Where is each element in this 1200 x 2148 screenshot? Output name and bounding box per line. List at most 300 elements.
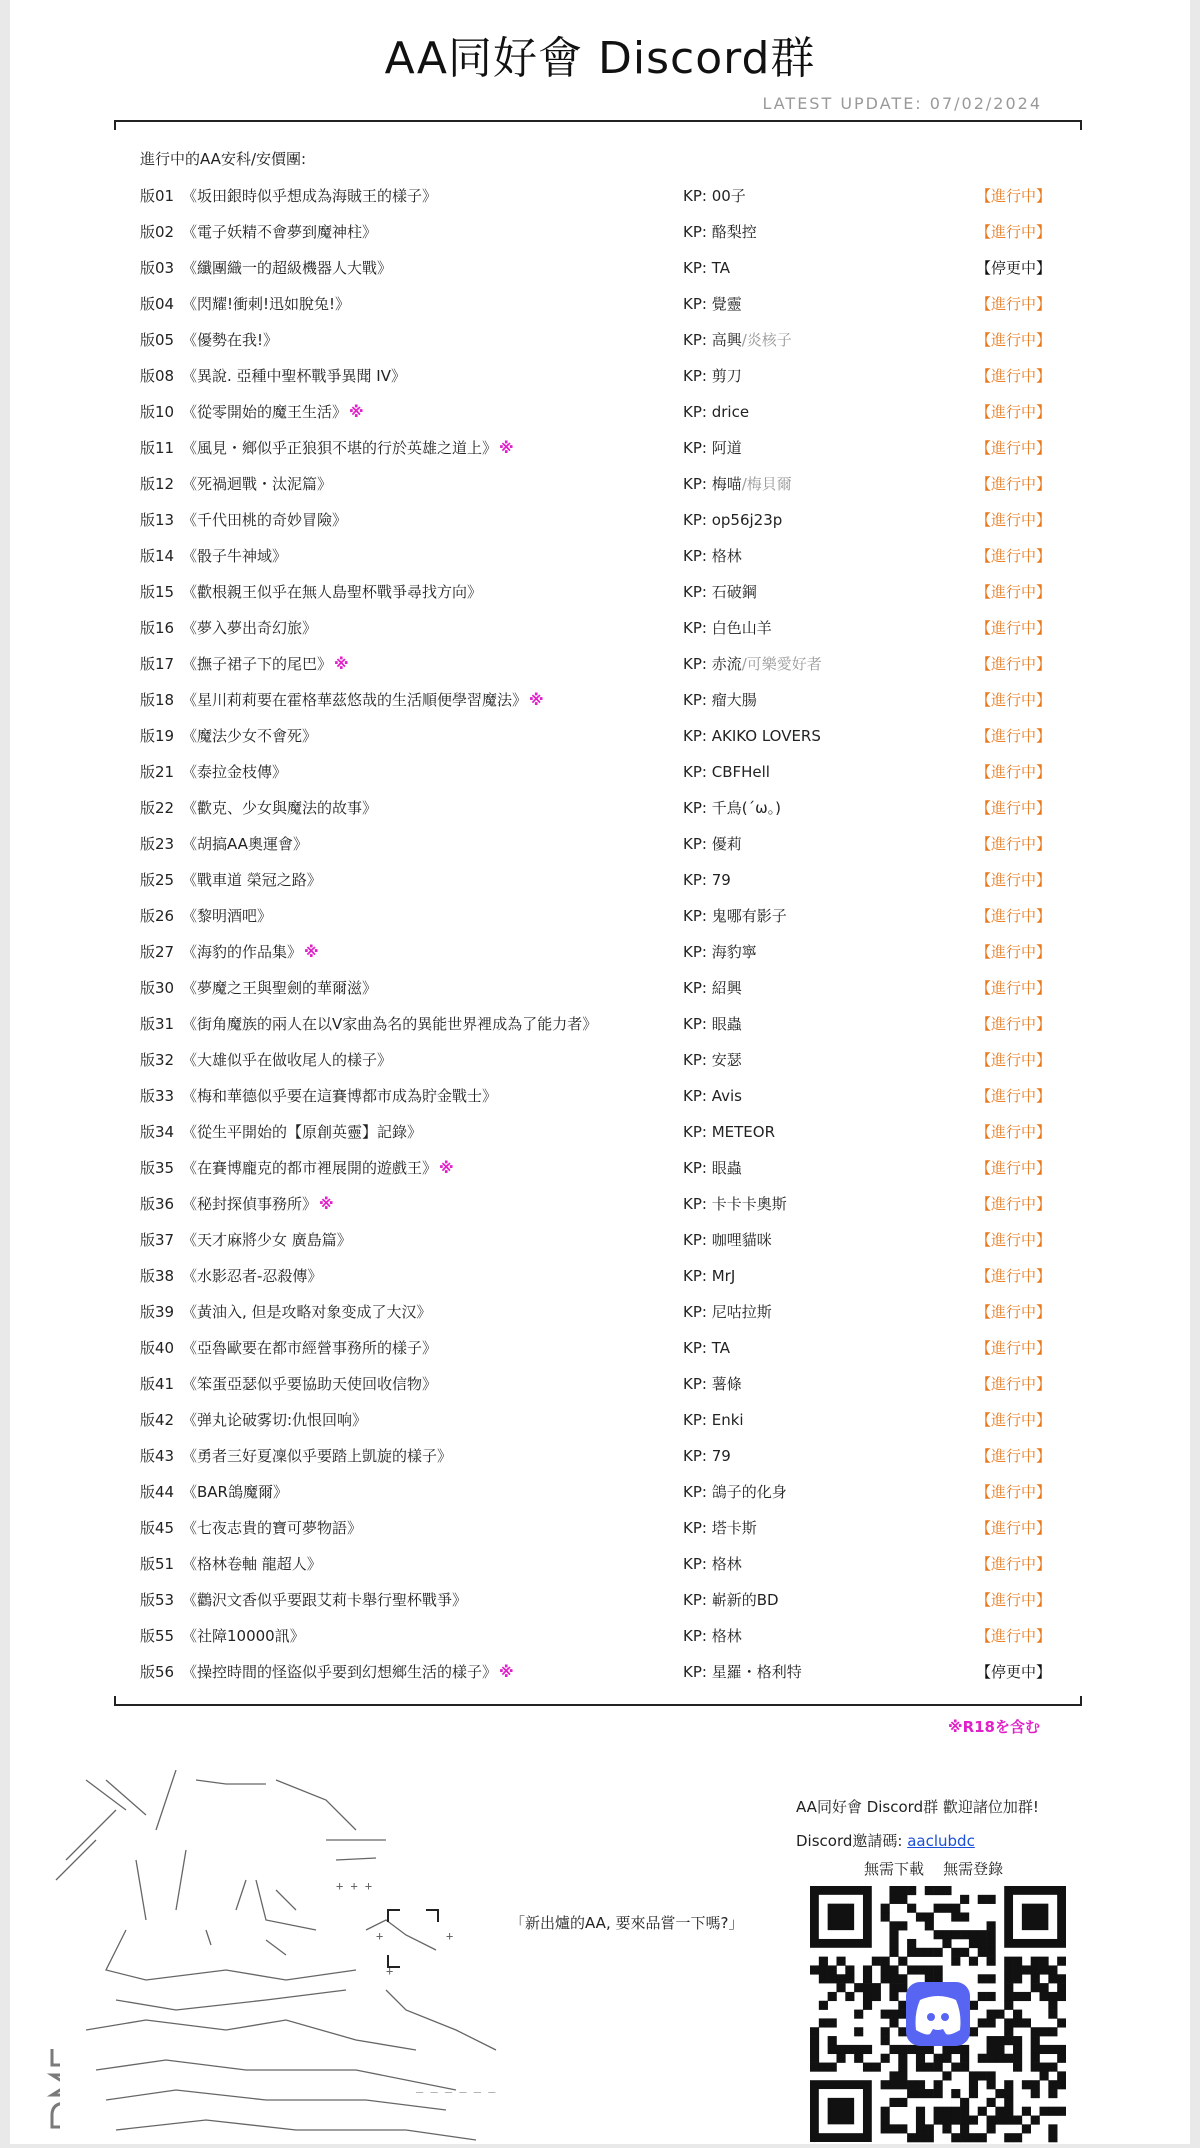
- entry-version: 版03: [140, 259, 175, 277]
- entry-title[interactable]: [182, 394, 364, 430]
- entry-title[interactable]: [182, 1330, 437, 1366]
- entry-list: [140, 178, 1060, 1690]
- list-item[interactable]: [140, 1582, 1060, 1618]
- entry-version: 版42: [140, 1411, 175, 1429]
- entry-title[interactable]: [182, 898, 272, 934]
- entry-kp: [683, 1366, 742, 1402]
- entry-version: 版08: [140, 367, 175, 385]
- kp-prefix: KP:: [683, 1051, 707, 1069]
- entry-version: 版11: [140, 439, 175, 457]
- kp-name: 星羅・格利特: [711, 1663, 802, 1681]
- kp-prefix: KP:: [683, 1267, 707, 1285]
- entry-title[interactable]: [182, 1258, 322, 1294]
- kp-name: 塔卡斯: [711, 1519, 757, 1537]
- entry-title-text: 《亞魯歐要在都市經營事務所的樣子》: [182, 1339, 438, 1357]
- kp-prefix: KP:: [683, 1195, 707, 1213]
- status-badge: 【進行中】: [976, 547, 1052, 565]
- kp-name: 格林: [711, 547, 742, 565]
- entry-title-text: 《歡克、少女與魔法的故事》: [182, 799, 378, 817]
- kp-name: 白色山羊: [711, 619, 772, 637]
- kp-name: 鬼哪有影子: [711, 907, 787, 925]
- entry-title-text: 《黎明酒吧》: [182, 907, 273, 925]
- entry-version: 版26: [140, 907, 175, 925]
- entry-version: 版23: [140, 835, 175, 853]
- kp-prefix: KP:: [683, 1375, 707, 1393]
- kp-name: METEOR: [711, 1123, 776, 1141]
- list-item[interactable]: [140, 394, 1060, 430]
- entry-title-text: 《泰拉金枝傳》: [182, 763, 288, 781]
- list-item[interactable]: [140, 718, 1060, 754]
- entry-title[interactable]: [182, 934, 319, 970]
- entry-title-text: 《坂田銀時似乎想成為海賊王的樣子》: [182, 187, 438, 205]
- entry-version: 版51: [140, 1555, 175, 1573]
- list-item[interactable]: [140, 970, 1060, 1006]
- entry-kp: [683, 1042, 742, 1078]
- kp-name: 00子: [711, 187, 746, 205]
- svg-text:+: +: [386, 1964, 394, 1978]
- entry-title[interactable]: [182, 1582, 467, 1618]
- kp-prefix: KP:: [683, 1627, 707, 1645]
- status-badge: 【進行中】: [976, 367, 1052, 385]
- entry-title[interactable]: [182, 646, 349, 682]
- entry-title-text: 《胡搞AA奧運會》: [182, 835, 308, 853]
- list-item[interactable]: [140, 178, 1060, 214]
- list-item[interactable]: [140, 1114, 1060, 1150]
- entry-kp: [683, 574, 757, 610]
- entry-version: 版30: [140, 979, 175, 997]
- kp-name: 79: [711, 1447, 731, 1465]
- entry-title[interactable]: [182, 826, 308, 862]
- status-badge: 【進行中】: [976, 871, 1052, 889]
- list-item[interactable]: [140, 1186, 1060, 1222]
- list-item[interactable]: [140, 1150, 1060, 1186]
- entry-version: 版31: [140, 1015, 175, 1033]
- entry-kp: [683, 286, 742, 322]
- list-item[interactable]: [140, 682, 1060, 718]
- entry-title-text: 《BAR鴿魔爾》: [182, 1483, 288, 1501]
- list-item[interactable]: [140, 1366, 1060, 1402]
- entry-kp: [683, 466, 792, 502]
- entry-title-text: 《街角魔族的兩人在以V家曲為名的異能世界裡成為了能力者》: [182, 1015, 598, 1033]
- list-item[interactable]: [140, 250, 1060, 286]
- list-item[interactable]: [140, 430, 1060, 466]
- entry-title[interactable]: [182, 790, 377, 826]
- entry-title[interactable]: [182, 214, 377, 250]
- entry-title-text: 《從零開始的魔王生活》: [182, 403, 348, 421]
- entry-version: 版33: [140, 1087, 175, 1105]
- kp-prefix: KP:: [683, 1519, 707, 1537]
- entry-title[interactable]: [182, 970, 377, 1006]
- kp-name: 千鳥(´ω。): [711, 799, 781, 817]
- entry-title-text: 《笨蛋亞瑟似乎要協助天使回收信物》: [182, 1375, 438, 1393]
- list-item[interactable]: [140, 574, 1060, 610]
- entry-title-text: 《異說. 亞種中聖杯戰爭異聞 IV》: [182, 367, 406, 385]
- list-item[interactable]: [140, 754, 1060, 790]
- list-item[interactable]: [140, 1294, 1060, 1330]
- entry-title[interactable]: [182, 178, 437, 214]
- list-item[interactable]: [140, 502, 1060, 538]
- kp-prefix: KP:: [683, 943, 707, 961]
- kp-name: 阿道: [711, 439, 742, 457]
- kp-prefix: KP:: [683, 979, 707, 997]
- kp-name: 嶄新的BD: [711, 1591, 779, 1609]
- entry-title-text: 《骰子牛神域》: [182, 547, 288, 565]
- entry-kp: [683, 1150, 742, 1186]
- entry-title[interactable]: [182, 1114, 422, 1150]
- entry-version: 版21: [140, 763, 175, 781]
- kp-prefix: KP:: [683, 1015, 707, 1033]
- status-badge: 【進行中】: [976, 1411, 1052, 1429]
- entry-version: 版55: [140, 1627, 175, 1645]
- status-badge: 【進行中】: [976, 1087, 1052, 1105]
- entry-title-text: 《閃耀!衝刺!迅如脫兔!》: [182, 295, 351, 313]
- list-item[interactable]: [140, 1618, 1060, 1654]
- status-badge: 【進行中】: [976, 1267, 1052, 1285]
- status-badge: 【進行中】: [976, 1375, 1052, 1393]
- entry-title[interactable]: [182, 1510, 362, 1546]
- entry-title-text: 《魔法少女不會死》: [182, 727, 318, 745]
- status-badge: 【進行中】: [976, 475, 1052, 493]
- list-item[interactable]: [140, 1510, 1060, 1546]
- entry-version: 版56: [140, 1663, 175, 1681]
- entry-title[interactable]: [182, 250, 392, 286]
- status-badge: 【進行中】: [976, 1627, 1052, 1645]
- entry-title[interactable]: [182, 1474, 288, 1510]
- entry-title-text: 《夢魔之王與聖劍的華爾滋》: [182, 979, 378, 997]
- kp-prefix: KP:: [683, 655, 707, 673]
- kp-name: 眼蟲: [711, 1159, 742, 1177]
- entry-kp: [683, 970, 742, 1006]
- entry-kp: [683, 1402, 744, 1438]
- status-badge: 【進行中】: [976, 1483, 1052, 1501]
- invite-code-link[interactable]: aaclubdc: [907, 1832, 975, 1850]
- kp-prefix: KP:: [683, 1663, 707, 1681]
- kp-name: 格林: [711, 1555, 742, 1573]
- list-item[interactable]: [140, 1330, 1060, 1366]
- entry-kp: [683, 178, 746, 214]
- kp-alt-name: /梅貝爾: [741, 475, 792, 493]
- entry-title-text: 《歡根親王似乎在無人島聖杯戰爭尋找方向》: [182, 583, 483, 601]
- kp-name: 眼蟲: [711, 1015, 742, 1033]
- entry-title[interactable]: [182, 1654, 514, 1690]
- kp-prefix: KP:: [683, 727, 707, 745]
- entry-title[interactable]: [182, 754, 287, 790]
- entry-version: 版39: [140, 1303, 175, 1321]
- status-badge: 【進行中】: [976, 1447, 1052, 1465]
- entry-kp: [683, 718, 821, 754]
- invite-label: Discord邀請碼:: [796, 1832, 903, 1850]
- entry-version: 版01: [140, 187, 175, 205]
- list-item[interactable]: [140, 322, 1060, 358]
- list-item[interactable]: [140, 286, 1060, 322]
- kp-name: 格林: [711, 1627, 742, 1645]
- entry-kp: [683, 394, 749, 430]
- entry-version: 版41: [140, 1375, 175, 1393]
- entry-kp: [683, 1582, 779, 1618]
- r18-mark: ※: [304, 943, 319, 961]
- entry-title[interactable]: [182, 322, 278, 358]
- entry-title-text: 《水影忍者-忍殺傳》: [182, 1267, 323, 1285]
- list-item[interactable]: [140, 1474, 1060, 1510]
- kp-prefix: KP:: [683, 439, 707, 457]
- status-badge: 【進行中】: [976, 1051, 1052, 1069]
- entry-kp: [683, 610, 772, 646]
- list-item[interactable]: [140, 1402, 1060, 1438]
- kp-prefix: KP:: [683, 835, 707, 853]
- section-title: 進行中的AA安科/安價團:: [140, 150, 307, 168]
- entry-title-text: 《秘封探偵事務所》: [182, 1195, 318, 1213]
- entry-title[interactable]: [182, 610, 317, 646]
- status-badge: 【進行中】: [976, 943, 1052, 961]
- entry-title[interactable]: [182, 1186, 334, 1222]
- list-item[interactable]: [140, 358, 1060, 394]
- kp-prefix: KP:: [683, 1303, 707, 1321]
- entry-kp: [683, 1294, 772, 1330]
- status-badge: 【進行中】: [976, 439, 1052, 457]
- entry-version: 版45: [140, 1519, 175, 1537]
- r18-mark: ※: [334, 655, 349, 673]
- kp-prefix: KP:: [683, 1231, 707, 1249]
- entry-version: 版13: [140, 511, 175, 529]
- kp-name: op56j23p: [711, 511, 783, 529]
- status-badge: 【進行中】: [976, 727, 1052, 745]
- status-badge: 【進行中】: [976, 1303, 1052, 1321]
- r18-mark: ※: [319, 1195, 334, 1213]
- kp-prefix: KP:: [683, 799, 707, 817]
- kp-name: 梅喵: [711, 475, 742, 493]
- list-item[interactable]: [140, 1078, 1060, 1114]
- promo-welcome: AA同好會 Discord群 歡迎諸位加群!: [796, 1798, 1039, 1816]
- list-item[interactable]: [140, 646, 1060, 682]
- entry-kp: [683, 1078, 742, 1114]
- entry-kp: [683, 322, 792, 358]
- kp-prefix: KP:: [683, 1339, 707, 1357]
- entry-kp: [683, 934, 757, 970]
- entry-kp: [683, 1546, 742, 1582]
- entry-title-text: 《死禍迴戰・汰泥篇》: [182, 475, 333, 493]
- list-item[interactable]: [140, 214, 1060, 250]
- list-item[interactable]: [140, 898, 1060, 934]
- kp-prefix: KP:: [683, 1159, 707, 1177]
- status-badge: 【進行中】: [976, 907, 1052, 925]
- entry-title[interactable]: [182, 1006, 597, 1042]
- speech-bubble-text: 「新出爐的AA, 要來品嘗一下嗎?」: [510, 1914, 744, 1932]
- entry-title-text: 《格林卷軸 龍超人》: [182, 1555, 322, 1573]
- entry-title-text: 《撫子裙子下的尾巴》: [182, 655, 333, 673]
- kp-name: 高興: [711, 331, 742, 349]
- kp-prefix: KP:: [683, 475, 707, 493]
- entry-version: 版25: [140, 871, 175, 889]
- list-item[interactable]: [140, 934, 1060, 970]
- entry-version: 版04: [140, 295, 175, 313]
- kp-name: 卡卡卡奧斯: [711, 1195, 787, 1213]
- kp-prefix: KP:: [683, 907, 707, 925]
- entry-title[interactable]: [182, 718, 317, 754]
- entry-version: 版19: [140, 727, 175, 745]
- list-item[interactable]: [140, 1654, 1060, 1690]
- kp-name: 咖哩貓咪: [711, 1231, 772, 1249]
- discord-icon: [906, 1982, 970, 2046]
- entry-title-text: 《優勢在我!》: [182, 331, 279, 349]
- status-badge: 【進行中】: [976, 799, 1052, 817]
- page-title: AA同好會 Discord群: [384, 33, 816, 84]
- entry-title[interactable]: [182, 1078, 497, 1114]
- entry-title[interactable]: [182, 1618, 305, 1654]
- kp-prefix: KP:: [683, 1591, 707, 1609]
- entry-version: 版14: [140, 547, 175, 565]
- entry-kp: [683, 250, 730, 286]
- entry-kp: [683, 430, 742, 466]
- aa-character-illustration: [26, 1770, 586, 2144]
- kp-prefix: KP:: [683, 1123, 707, 1141]
- status-badge: 【進行中】: [976, 331, 1052, 349]
- entry-title[interactable]: [182, 1042, 392, 1078]
- svg-text:+: +: [376, 1929, 384, 1943]
- kp-prefix: KP:: [683, 187, 707, 205]
- kp-name: Avis: [711, 1087, 742, 1105]
- entry-kp: [683, 826, 742, 862]
- kp-prefix: KP:: [683, 547, 707, 565]
- kp-name: MrJ: [711, 1267, 736, 1285]
- svg-text:+ + +: + + +: [336, 1879, 373, 1893]
- entry-title[interactable]: [182, 1150, 454, 1186]
- status-badge: 【進行中】: [976, 187, 1052, 205]
- kp-name: 鴿子的化身: [711, 1483, 787, 1501]
- entry-kp: [683, 1258, 735, 1294]
- entry-title[interactable]: [182, 358, 406, 394]
- entry-title[interactable]: [182, 862, 322, 898]
- list-item[interactable]: [140, 862, 1060, 898]
- kp-prefix: KP:: [683, 1411, 707, 1429]
- list-item[interactable]: [140, 1438, 1060, 1474]
- list-item[interactable]: [140, 1258, 1060, 1294]
- entry-title-text: 《從生平開始的【原創英靈】記錄》: [182, 1123, 423, 1141]
- entry-kp: [683, 1654, 802, 1690]
- entry-title[interactable]: [182, 430, 514, 466]
- status-badge: 【進行中】: [976, 1231, 1052, 1249]
- r18-mark: ※: [499, 439, 514, 457]
- list-item[interactable]: [140, 538, 1060, 574]
- entry-kp: [683, 502, 782, 538]
- kp-prefix: KP:: [683, 871, 707, 889]
- kp-name: 安瑟: [711, 1051, 742, 1069]
- entry-title[interactable]: [182, 1402, 367, 1438]
- entry-title[interactable]: [182, 286, 350, 322]
- entry-kp: [683, 898, 787, 934]
- entry-kp: [683, 862, 731, 898]
- entry-kp: [683, 1438, 731, 1474]
- entry-title[interactable]: [182, 538, 287, 574]
- kp-name: 瘤大腸: [711, 691, 757, 709]
- kp-prefix: KP:: [683, 619, 707, 637]
- r18-mark: ※: [439, 1159, 454, 1177]
- list-item[interactable]: [140, 826, 1060, 862]
- status-badge: 【進行中】: [976, 583, 1052, 601]
- entry-title-text: 《黃油入, 但是攻略对象变成了大汉》: [182, 1303, 432, 1321]
- entry-title[interactable]: [182, 1438, 452, 1474]
- entry-kp: [683, 214, 757, 250]
- entry-title[interactable]: [182, 466, 332, 502]
- entry-title-text: 《弹丸论破雾切:仇恨回响》: [182, 1411, 368, 1429]
- entry-kp: [683, 1222, 772, 1258]
- kp-name: TA: [711, 259, 730, 277]
- list-frame-top: [114, 120, 1082, 130]
- kp-prefix: KP:: [683, 223, 707, 241]
- list-item[interactable]: [140, 1042, 1060, 1078]
- entry-version: 版05: [140, 331, 175, 349]
- status-badge: 【進行中】: [976, 511, 1052, 529]
- entry-title-text: 《操控時間的怪盜似乎要到幻想鄉生活的樣子》: [182, 1663, 498, 1681]
- entry-kp: [683, 1006, 742, 1042]
- status-badge: 【進行中】: [976, 619, 1052, 637]
- kp-prefix: KP:: [683, 1087, 707, 1105]
- entry-version: 版37: [140, 1231, 175, 1249]
- status-badge: 【進行中】: [976, 979, 1052, 997]
- list-item[interactable]: [140, 1222, 1060, 1258]
- kp-alt-name: /可樂愛好者: [741, 655, 822, 673]
- status-badge: 【進行中】: [976, 655, 1052, 673]
- entry-title[interactable]: [182, 1546, 322, 1582]
- status-badge: 【停更中】: [976, 1663, 1052, 1681]
- entry-title[interactable]: [182, 502, 347, 538]
- entry-title-text: 《戰車道 榮冠之路》: [182, 871, 322, 889]
- entry-version: 版16: [140, 619, 175, 637]
- entry-title-text: 《電子妖精不會夢到魔神柱》: [182, 223, 378, 241]
- kp-prefix: KP:: [683, 583, 707, 601]
- entry-version: 版35: [140, 1159, 175, 1177]
- list-item[interactable]: [140, 1006, 1060, 1042]
- kp-prefix: KP:: [683, 1483, 707, 1501]
- entry-title[interactable]: [182, 1294, 432, 1330]
- entry-title-text: 《鸛沢文香似乎要跟艾莉卡舉行聖杯戰爭》: [182, 1591, 468, 1609]
- status-badge: 【進行中】: [976, 1159, 1052, 1177]
- list-item[interactable]: [140, 790, 1060, 826]
- entry-kp: [683, 682, 757, 718]
- svg-text:_ _ _ _ _ _: _ _ _ _ _ _: [416, 2079, 496, 2093]
- entry-title[interactable]: [182, 1222, 352, 1258]
- kp-prefix: KP:: [683, 403, 707, 421]
- entry-title-text: 《梅和華德似乎要在這賽博都市成為貯金戰士》: [182, 1087, 498, 1105]
- entry-version: 版22: [140, 799, 175, 817]
- list-item[interactable]: [140, 610, 1060, 646]
- qr-code-icon[interactable]: [810, 1886, 1066, 2144]
- entry-title[interactable]: [182, 1366, 437, 1402]
- kp-name: 紹興: [711, 979, 742, 997]
- entry-kp: [683, 1186, 787, 1222]
- status-badge: 【進行中】: [976, 1015, 1052, 1033]
- entry-version: 版36: [140, 1195, 175, 1213]
- entry-title-text: 《天才麻將少女 廣島篇》: [182, 1231, 352, 1249]
- entry-title[interactable]: [182, 574, 482, 610]
- kp-prefix: KP:: [683, 1555, 707, 1573]
- list-item[interactable]: [140, 1546, 1060, 1582]
- entry-version: 版02: [140, 223, 175, 241]
- list-item[interactable]: [140, 466, 1060, 502]
- kp-name: Enki: [711, 1411, 744, 1429]
- entry-version: 版15: [140, 583, 175, 601]
- r18-note: ※R18を含む: [947, 1718, 1040, 1736]
- kp-prefix: KP:: [683, 367, 707, 385]
- kp-name: 石破鋼: [711, 583, 757, 601]
- kp-name: 剪刀: [711, 367, 742, 385]
- status-badge: 【進行中】: [976, 1339, 1052, 1357]
- kp-prefix: KP:: [683, 511, 707, 529]
- entry-kp: [683, 1510, 757, 1546]
- dm5-logo: [10, 1984, 60, 2134]
- kp-name: drice: [711, 403, 750, 421]
- entry-kp: [683, 538, 742, 574]
- entry-title[interactable]: [182, 682, 544, 718]
